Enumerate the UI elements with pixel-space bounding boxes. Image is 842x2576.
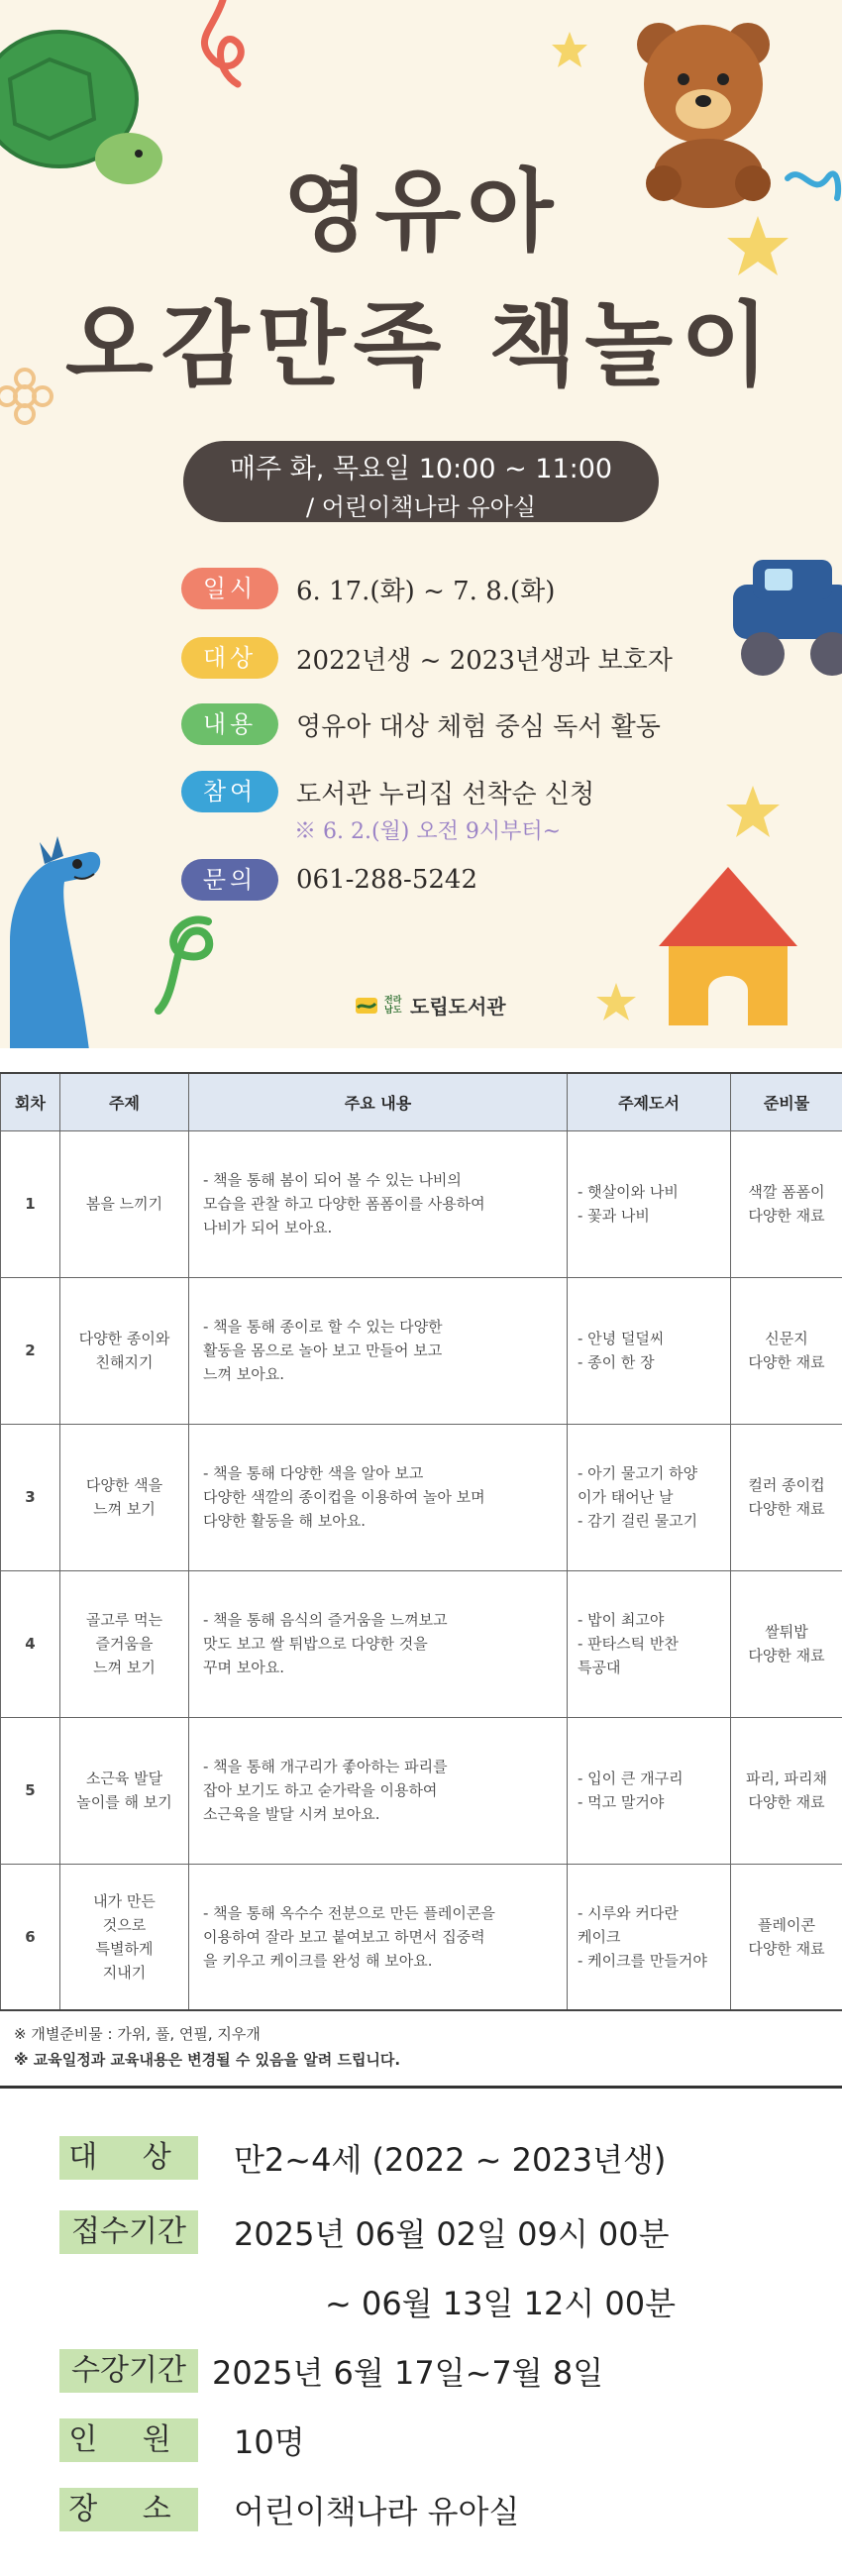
session-description: - 책을 통해 옥수수 전분으로 만든 플레이콘을 이용하여 잘라 보고 붙여보고 하면서 집중력 을 키우고 케이크를 완성 해 보아요. bbox=[189, 1864, 568, 2010]
session-theme: 소근육 발달 놀이를 해 보기 bbox=[60, 1717, 189, 1864]
summary-label: 접수기간 bbox=[59, 2210, 198, 2254]
session-theme: 내가 만든 것으로 특별하게 지내기 bbox=[60, 1864, 189, 2010]
poster-title-line1: 영유아 bbox=[282, 160, 560, 264]
ribbon-decoration-icon bbox=[183, 0, 263, 89]
table-header-row bbox=[1, 1073, 842, 1130]
session-number: 4 bbox=[1, 1570, 60, 1717]
summary-registration-end: ~ 06월 13일 12시 00분 bbox=[325, 2285, 677, 2322]
summary-label: 인 원 bbox=[59, 2418, 198, 2462]
header-session: 회차 bbox=[1, 1073, 60, 1130]
summary-value: 10명 bbox=[234, 2423, 305, 2461]
session-books: - 아기 물고기 하양 이가 태어난 날 - 감기 걸린 물고기 bbox=[568, 1424, 731, 1570]
table-row bbox=[1, 1717, 842, 1864]
table-row bbox=[1, 1130, 842, 1277]
info-value: 2022년생 ~ 2023년생과 보호자 bbox=[296, 645, 673, 676]
banner-place: / 어린이책나라 유아실 bbox=[306, 493, 536, 521]
summary-label: 장 소 bbox=[59, 2488, 198, 2531]
logo-name: 도립도서관 bbox=[410, 995, 506, 1019]
header-content: 주요 내용 bbox=[189, 1073, 568, 1130]
info-value: 도서관 누리집 선착순 신청 bbox=[296, 779, 595, 809]
table-row bbox=[1, 1277, 842, 1424]
session-materials: 파리, 파리채 다양한 재료 bbox=[731, 1717, 842, 1864]
logo-region: 전라남도 bbox=[384, 995, 402, 1016]
materials-note: ※ 개별준비물 : 가위, 풀, 연필, 지우개 bbox=[14, 2025, 261, 2043]
summary-value: 만2~4세 (2022 ~ 2023년생) bbox=[234, 2141, 667, 2179]
block-house-icon bbox=[654, 862, 802, 1040]
swirl-decoration-icon bbox=[139, 912, 228, 1020]
summary-row-registration bbox=[59, 2209, 670, 2255]
session-materials: 쌀튀밥 다양한 재료 bbox=[731, 1570, 842, 1717]
section-divider bbox=[0, 2086, 842, 2089]
session-theme: 다양한 종이와 친해지기 bbox=[60, 1277, 189, 1424]
info-label: 일시 bbox=[181, 568, 278, 609]
session-theme: 봄을 느끼기 bbox=[60, 1130, 189, 1277]
session-number: 2 bbox=[1, 1277, 60, 1424]
info-row-target bbox=[181, 637, 673, 679]
session-description: - 책을 통해 종이로 할 수 있는 다양한 활동을 몸으로 놀아 보고 만들어 보고 느껴 보아요. bbox=[189, 1277, 568, 1424]
session-materials: 색깔 폼폼이 다양한 재료 bbox=[731, 1130, 842, 1277]
session-books: - 입이 큰 개구리 - 먹고 말거야 bbox=[568, 1717, 731, 1864]
apply-note: ※ 6. 2.(월) 오전 9시부터~ bbox=[294, 819, 562, 844]
header-theme: 주제 bbox=[60, 1073, 189, 1130]
table-row bbox=[1, 1570, 842, 1717]
session-materials: 신문지 다양한 재료 bbox=[731, 1277, 842, 1424]
star-icon bbox=[723, 783, 783, 842]
session-books: - 시루와 커다란 케이크 - 케이크를 만들거야 bbox=[568, 1864, 731, 2010]
info-label: 참여 bbox=[181, 771, 278, 812]
poster-title-line2: 오감만족 책놀이 bbox=[64, 292, 778, 398]
info-row-participation bbox=[181, 771, 594, 812]
session-description: - 책을 통해 음식의 즐거움을 느껴보고 맛도 보고 쌀 튀밥으로 다양한 것을 꾸며 보아요. bbox=[189, 1570, 568, 1717]
info-value: 061-288-5242 bbox=[296, 865, 477, 895]
info-label: 내용 bbox=[181, 703, 278, 745]
star-icon bbox=[550, 30, 589, 69]
session-description: - 책을 통해 개구리가 좋아하는 파리를 잡아 보기도 하고 숟가락을 이용하여 소근육을 발달 시켜 보아요. bbox=[189, 1717, 568, 1864]
summary-row-place bbox=[59, 2487, 519, 2532]
schedule-banner bbox=[183, 441, 659, 522]
session-number: 5 bbox=[1, 1717, 60, 1864]
session-materials: 컬러 종이컵 다양한 재료 bbox=[731, 1424, 842, 1570]
dinosaur-toy-icon bbox=[0, 822, 139, 1048]
summary-row-target bbox=[59, 2135, 666, 2181]
schedule-table bbox=[0, 1072, 842, 2011]
session-number: 1 bbox=[1, 1130, 60, 1277]
session-books: - 안녕 덜덜씨 - 종이 한 장 bbox=[568, 1277, 731, 1424]
summary-row-period bbox=[59, 2348, 603, 2394]
session-books: - 햇살이와 나비 - 꽃과 나비 bbox=[568, 1130, 731, 1277]
library-logo bbox=[355, 991, 506, 1020]
session-books: - 밥이 최고야 - 판타스틱 반찬 특공대 bbox=[568, 1570, 731, 1717]
header-books: 주제도서 bbox=[568, 1073, 731, 1130]
star-icon bbox=[594, 981, 638, 1024]
summary-label: 수강기간 bbox=[59, 2349, 198, 2393]
info-row-date bbox=[181, 568, 555, 609]
session-description: - 책을 통해 봄이 되어 볼 수 있는 나비의 모습을 관찰 하고 다양한 폼폼이를 사용하여 나비가 되어 보아요. bbox=[189, 1130, 568, 1277]
table-row bbox=[1, 1424, 842, 1570]
event-poster bbox=[0, 0, 842, 1048]
session-number: 6 bbox=[1, 1864, 60, 2010]
session-theme: 다양한 색을 느껴 보기 bbox=[60, 1424, 189, 1570]
library-logo-icon bbox=[355, 994, 378, 1018]
banner-time: 매주 화, 목요일 10:00 ~ 11:00 bbox=[229, 454, 613, 484]
info-value: 6. 17.(화) ~ 7. 8.(화) bbox=[296, 576, 556, 606]
summary-value: 2025년 06월 02일 09시 00분 bbox=[234, 2215, 670, 2253]
info-row-contact bbox=[181, 859, 477, 901]
info-label: 대상 bbox=[181, 637, 278, 679]
info-label: 문의 bbox=[181, 859, 278, 901]
summary-row-capacity bbox=[59, 2417, 305, 2463]
session-theme: 골고루 먹는 즐거움을 느껴 보기 bbox=[60, 1570, 189, 1717]
info-row-content bbox=[181, 703, 661, 745]
session-description: - 책을 통해 다양한 색을 알아 보고 다양한 색깔의 종이컵을 이용하여 놀아 보며 다양한 활동을 해 보아요. bbox=[189, 1424, 568, 1570]
table-row bbox=[1, 1864, 842, 2010]
change-notice: ※ 교육일정과 교육내용은 변경될 수 있음을 알려 드립니다. bbox=[14, 2051, 401, 2069]
summary-value: 2025년 6월 17일~7월 8일 bbox=[212, 2354, 604, 2392]
toy-car-icon bbox=[713, 545, 842, 684]
info-value: 영유아 대상 체험 중심 독서 활동 bbox=[296, 711, 661, 742]
header-materials: 준비물 bbox=[731, 1073, 842, 1130]
session-materials: 플레이콘 다양한 재료 bbox=[731, 1864, 842, 2010]
summary-label: 대 상 bbox=[59, 2136, 198, 2180]
table-notes bbox=[14, 2021, 400, 2073]
session-number: 3 bbox=[1, 1424, 60, 1570]
summary-value: 어린이책나라 유아실 bbox=[234, 2493, 520, 2530]
